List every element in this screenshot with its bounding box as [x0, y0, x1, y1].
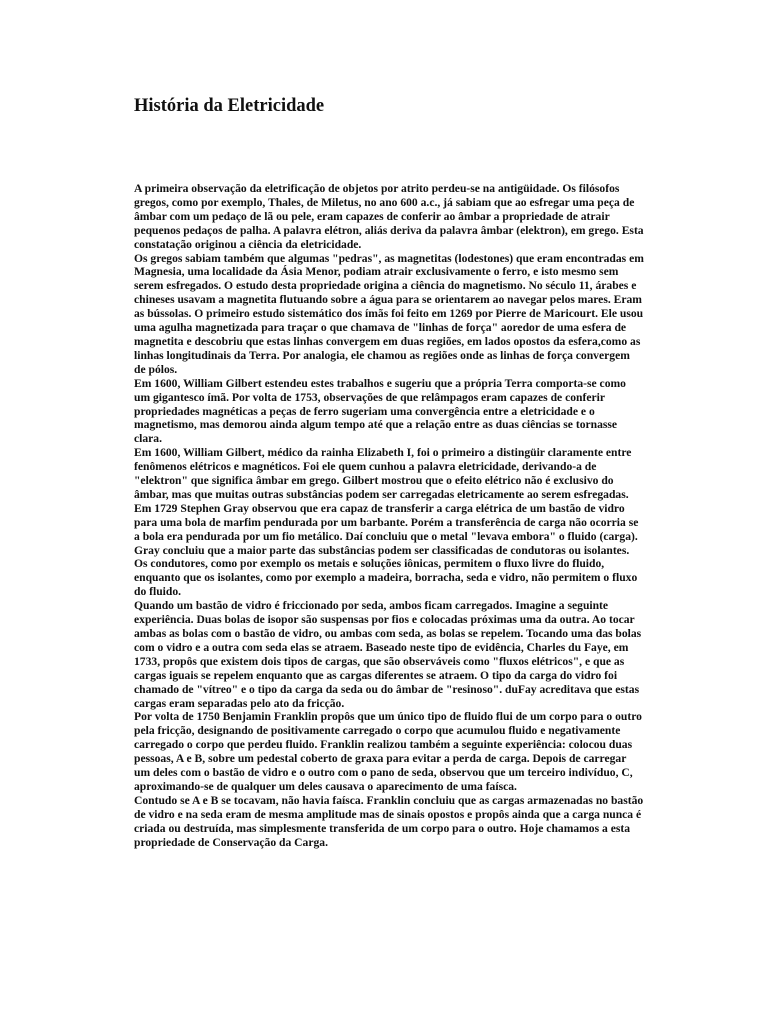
paragraph: Contudo se A e B se tocavam, não havia faísca. Franklin concluiu que as cargas armazenadas no bastão de vidro e na seda eram de mesma amplitude mas de sinais opostos e propôs ainda que a carga nunca é criada ou destruída, mas simplesmente transferida de um corpo para o outro. Hoje chamamos a esta propriedade de Conservação da Carga. [134, 793, 644, 849]
paragraph: Os gregos sabiam também que algumas "pedras", as magnetitas (lodestones) que eram encontradas em Magnesia, uma localidade da Ásia Menor, podiam atrair exclusivamente o ferro, e isto mesmo sem serem esfregados. O estudo desta propriedade origina a ciência do magnetismo. No século 11, árabes e chineses usavam a magnetita flutuando sobre a água para se orientarem ao navegar pelos mares. Eram as bússolas. O primeiro estudo sistemático dos ímãs foi feito em 1269 por Pierre de Maricourt. Ele usou uma agulha magnetizada para traçar o que chamava de "linhas de força" aoredor de uma esfera de magnetita e descobriu que estas linhas convergem em duas regiões, em lados opostos da esfera,como as linhas longitudinais da Terra. Por analogia, ele chamou as regiões onde as linhas de força convergem de pólos. [134, 251, 644, 376]
paragraph: Em 1600, William Gilbert estendeu estes trabalhos e sugeriu que a própria Terra comporta-se como um gigantesco ímã. Por volta de 1753, observações de que relâmpagos eram capazes de conferir propriedades magnéticas a peças de ferro sugeriam uma convergência entre a eletricidade e o magnetismo, mas demorou ainda algum tempo até que a relação entre as duas ciências se tornasse clara. [134, 376, 626, 446]
page-title: História da Eletricidade [134, 96, 325, 116]
paragraph: Quando um bastão de vidro é friccionado por seda, ambos ficam carregados. Imagine a seguinte experiência. Duas bolas de isopor são suspensas por fios e colocadas próximas uma da outra. Ao tocar ambas as bolas com o bastão de vidro, ou ambas com seda, as bolas se repelem. Tocando uma das bolas com o vidro e a outra com seda elas se atraem. Baseado neste tipo de evidência, Charles du Faye, em 1733, propôs que existem dois tipos de cargas, que são observáveis como "fluxos elétricos", e que as cargas iguais se repelem enquanto que as cargas diferentes se atraem. O tipo da carga do vidro foi chamado de "vítreo" e o tipo da carga da seda ou do âmbar de "resinoso". duFay acreditava que estas cargas eram separadas pelo ato da fricção. [134, 599, 642, 710]
document-body [134, 182, 644, 850]
paragraph: Em 1729 Stephen Gray observou que era capaz de transferir a carga elétrica de um bastão de vidro para uma bola de marfim pendurada por um barbante. Porém a transferência de carga não ocorria se a bola era pendurada por um fio metálico. Daí concluiu que o metal "levava embora" o fluido (carga). Gray concluiu que a maior parte das substâncias podem ser classificadas de condutoras ou isolantes. Os condutores, como por exemplo os metais e soluções iônicas, permitem o fluxo livre do fluido, enquanto que os isolantes, como por exemplo a madeira, borracha, seda e vidro, não permitem o fluxo do fluido. [134, 501, 639, 599]
paragraph: A primeira observação da eletrificação de objetos por atrito perdeu-se na antigüidade. Os filósofos gregos, como por exemplo, Thales, de Miletus, no ano 600 a.c., já sabiam que ao esfregar uma peça de âmbar com um pedaço de lã ou pele, eram capazes de conferir ao âmbar a propriedade de atrair pequenos pedaços de palha. A palavra elétron, aliás deriva da palavra âmbar (elektron), em grego. Esta constatação originou a ciência da eletricidade. [134, 182, 644, 251]
paragraph: Por volta de 1750 Benjamin Franklin propôs que um único tipo de fluido flui de um corpo para o outro pela fricção, designando de positivamente carregado o corpo que acumulou fluido e negativamente carregado o corpo que perdeu fluido. Franklin realizou também a seguinte experiência: colocou duas pessoas, A e B, sobre um pedestal coberto de graxa para evitar a perda de carga. Depois de carregar um deles com o bastão de vidro e o outro com o pano de seda, observou que um terceiro indivíduo, C, aproximando-se de qualquer um deles causava o aparecimento de uma faísca. [134, 710, 642, 793]
paragraph: Em 1600, William Gilbert, médico da rainha Elizabeth I, foi o primeiro a distingüir claramente entre fenômenos elétricos e magnéticos. Foi ele quem cunhou a palavra eletricidade, derivando-a de "elektron" que significa âmbar em grego. Gilbert mostrou que o efeito elétrico não é exclusivo do âmbar, mas que muitas outras substâncias podem ser carregadas eletricamente ao serem esfregadas. [134, 446, 632, 501]
